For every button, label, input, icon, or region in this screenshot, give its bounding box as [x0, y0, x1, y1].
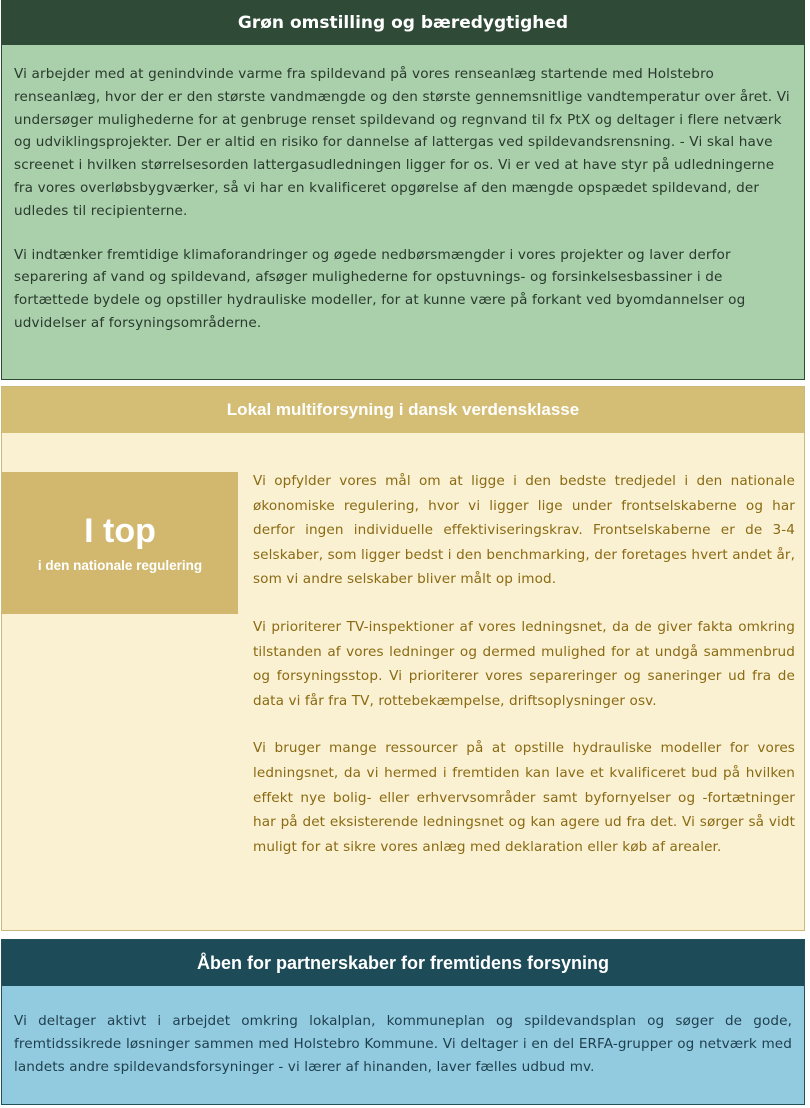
partnership-title: Åben for partnerskaber for fremtidens forsyning — [2, 940, 804, 986]
multi-supply-body — [253, 469, 795, 882]
badge-caption: i den nationale regulering — [37, 558, 203, 573]
top-ranking-badge — [2, 472, 238, 614]
green-section-title: Grøn omstilling og bæredygtighed — [2, 1, 804, 45]
multi-supply-section — [1, 386, 805, 931]
tan-paragraph-2: Vi prioriterer TV-inspektioner af vores ledningsnet, da de giver fakta omkring tilstanden af vores ledninger og dermed mulighed for at undgå sammenbrud og forsyningsstop. Vi prioriterer vores separeringer og saneringer ud fra de data vi får fra TV, rottebekæmpelse, driftsoplysninger osv. — [253, 618, 795, 709]
tan-paragraph-1: Vi opfylder vores mål om at ligge i den bedste tredjedel i den nationale økonomiske regulering, hvor vi ligger lige under frontselskaberne og har derfor ingen individuelle effektiviseringskrav. Frontselskaberne er de 3-4 selskaber, som ligger bedst i den benchmarking, der foretages hvert andet år, som vi andre selskaber bliver målt op imod. — [253, 473, 795, 588]
green-transition-section — [1, 0, 805, 380]
partnership-section — [1, 939, 805, 1105]
green-paragraph-1: Vi arbejder med at genindvinde varme fra spildevand på vores renseanlæg startende med Holstebro renseanlæg, hvor der er den største vandmængde og den største gennemsnitlige vandtemperatur over året. Vi undersøger mulighederne for at genbruge renset spildevand og regnvand til fx PtX og deltager i flere netværk og udviklingsprojekter. Der er altid en risiko for dannelse af lattergas ved spildevandsrensning. - Vi skal have screenet i hvilken størrelsesorden lattergasudledningen ligger for os. Vi er ved at have styr på udledningerne fra vores overløbsbygværker, så vi har en kvalificeret opgørelse af den mængde opspædet spildevand, der udledes til recipienterne. — [14, 66, 790, 219]
partnership-body — [2, 986, 804, 1078]
tan-paragraph-3: Vi bruger mange ressourcer på at opstille hydrauliske modeller for vores ledningsnet, da vi hermed i fremtiden kan lave et kvalificeret bud på hvilken effekt nye bolig- eller erhvervsområder samt byfornyelser og -fortætninger har på det eksisterende ledningsnet og kan agere ud fra det. Vi sørger så vidt muligt for at sikre vores anlæg med deklaration eller køb af arealer. — [253, 740, 795, 855]
badge-headline: I top — [84, 512, 156, 550]
green-paragraph-2: Vi indtænker fremtidige klimaforandringer og øgede nedbørsmængder i vores projekter og laver derfor separering af vand og spildevand, afsøger mulighederne for opstuvnings- og forsinkelsesbassiner i de fortættede bydele og opstiller hydrauliske modeller, for at kunne være på forkant ved byomdannelser og udvidelser af forsyningsområderne. — [14, 246, 746, 331]
green-section-body — [2, 45, 804, 335]
multi-supply-title: Lokal multiforsyning i dansk verdensklasse — [2, 387, 804, 433]
blue-paragraph-1: Vi deltager aktivt i arbejdet omkring lokalplan, kommuneplan og spildevandsplan og søger de gode, fremtidssikrede løsninger sammen med Holstebro Kommune. Vi deltager i en del ERFA-grupper og netværk med landets andre spildevandsforsyninger - vi lærer af hinanden, laver fælles udbud mv. — [14, 1013, 792, 1075]
